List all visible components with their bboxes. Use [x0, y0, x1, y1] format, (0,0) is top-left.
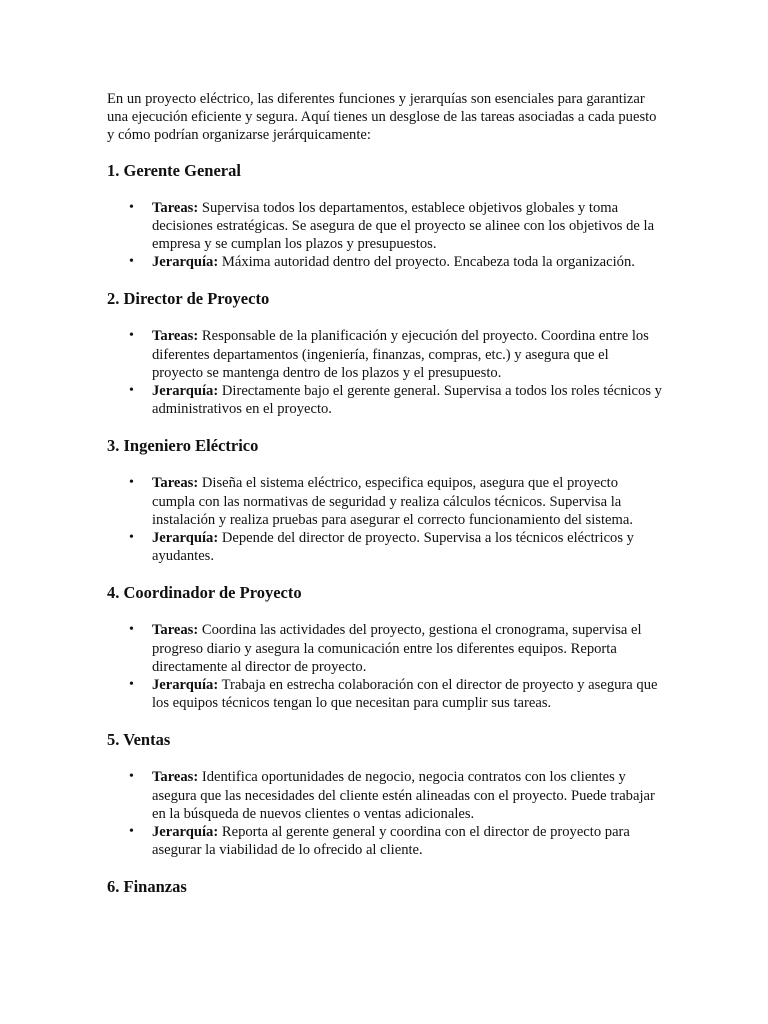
item-label: Tareas: — [152, 769, 199, 786]
intro-paragraph: En un proyecto eléctrico, las diferentes funciones y jerarquías son esenciales para garantizar una ejecución eficiente y segura. Aquí tienes un desglose de las tareas asociadas a cada puesto y cómo podrían organizarse jerárquicamente: — [107, 91, 657, 144]
bullet-icon: • — [129, 677, 134, 693]
list-item — [107, 621, 663, 676]
item-text: Diseña el sistema eléctrico, especifica equipos, asegura que el proyecto cumpla con las normativas de seguridad y realiza cálculos técnicos. Supervisa la instalación y realiza pruebas para asegurar el correcto funcionamiento del sistema. — [152, 475, 633, 528]
bullet-icon: • — [129, 824, 134, 840]
section-title: 2. Director de Proyecto — [107, 289, 270, 309]
item-label: Jerarquía: — [152, 254, 219, 271]
bullet-icon: • — [129, 530, 134, 546]
bullet-icon: • — [129, 383, 134, 399]
list-item — [107, 676, 663, 712]
task-list — [107, 768, 663, 859]
list-item — [107, 199, 663, 254]
task-list — [107, 474, 663, 565]
list-item — [107, 529, 663, 565]
list-item — [107, 823, 663, 859]
list-item — [107, 768, 663, 823]
section-title: 1. Gerente General — [107, 160, 241, 180]
item-text: Directamente bajo el gerente general. Supervisa a todos los roles técnicos y administrativos en el proyecto. — [152, 383, 662, 418]
section-title: 6. Finanzas — [107, 877, 187, 897]
item-text: Máxima autoridad dentro del proyecto. Encabeza toda la organización. — [218, 254, 635, 271]
item-label: Jerarquía: — [152, 383, 219, 400]
item-label: Tareas: — [152, 328, 199, 345]
document-page — [107, 90, 663, 915]
item-label: Tareas: — [152, 622, 199, 639]
item-text: Coordina las actividades del proyecto, gestiona el cronograma, supervisa el progreso diario y asegura la comunicación entre los diferentes equipos. Reporta directamente al director de proyecto. — [152, 622, 642, 675]
item-text: Reporta al gerente general y coordina con el director de proyecto para asegurar la viabilidad de lo ofrecido al cliente. — [152, 824, 630, 859]
section-title: 4. Coordinador de Proyecto — [107, 583, 302, 603]
list-item — [107, 474, 663, 529]
section-title: 5. Ventas — [107, 730, 171, 750]
item-label: Jerarquía: — [152, 677, 219, 694]
bullet-icon: • — [129, 254, 134, 270]
item-label: Tareas: — [152, 199, 199, 216]
bullet-icon: • — [129, 769, 134, 785]
task-list — [107, 621, 663, 712]
list-item — [107, 253, 663, 271]
bullet-icon: • — [129, 475, 134, 491]
bullet-icon: • — [129, 199, 134, 215]
item-label: Tareas: — [152, 475, 199, 492]
task-list — [107, 327, 663, 418]
bullet-icon: • — [129, 328, 134, 344]
bullet-icon: • — [129, 622, 134, 638]
item-text: Identifica oportunidades de negocio, negocia contratos con los clientes y asegura que las necesidades del cliente estén alineadas con el proyecto. Puede trabajar en la búsqueda de nuevos clientes o ventas adicionales. — [152, 769, 655, 822]
item-label: Jerarquía: — [152, 530, 219, 547]
task-list — [107, 199, 663, 272]
item-text: Trabaja en estrecha colaboración con el director de proyecto y asegura que los equipos técnicos tengan lo que necesitan para cumplir sus tareas. — [152, 677, 658, 712]
item-text: Responsable de la planificación y ejecución del proyecto. Coordina entre los diferentes departamentos (ingeniería, finanzas, compras, etc.) y asegura que el proyecto se mantenga dentro de los plazos y el presupuesto. — [152, 328, 649, 381]
section-title: 3. Ingeniero Eléctrico — [107, 436, 259, 456]
list-item — [107, 382, 663, 418]
list-item — [107, 327, 663, 382]
item-text: Depende del director de proyecto. Supervisa a los técnicos eléctricos y ayudantes. — [152, 530, 634, 565]
item-text: Supervisa todos los departamentos, establece objetivos globales y toma decisiones estratégicas. Se asegura de que el proyecto se alinee con los objetivos de la empresa y se cumplan los plazos y presupuestos. — [152, 199, 655, 253]
item-label: Jerarquía: — [152, 824, 219, 841]
